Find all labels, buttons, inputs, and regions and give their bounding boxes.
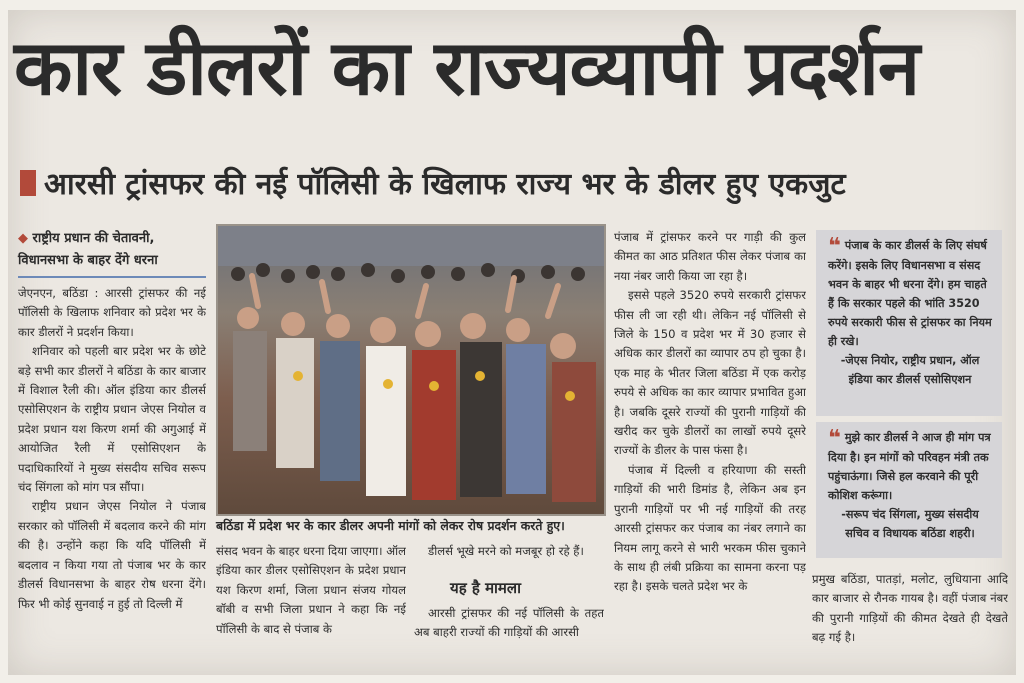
subheadline [20,163,1010,207]
column1-heading [18,228,206,272]
column1-body [18,284,206,674]
column1-divider [18,276,206,278]
rally-photo [216,224,606,516]
quote-icon: ❝ [828,426,841,451]
article-paragraph: जेएनएन, बठिंडा : आरसी ट्रांसफर की नई पॉलिसी के खिलाफ शनिवार को प्रदेश भर के कार डीलरों ने प्रदर्शन किया। [18,286,206,339]
headline: कार डीलरों का राज्यव्यापी प्रदर्शन [14,23,920,112]
quote-box-president [816,230,1002,416]
section-heading: यह है मामला [450,579,521,597]
quote-attribution: -जेएस नियोर, राष्ट्रीय प्रधान, ऑल इंडिया कार डीलर्स एसोसिएशन [840,354,980,386]
quote-box-mla [816,422,1002,558]
article-paragraph: प्रमुख बठिंडा, पातड़ां, मलोट, लुधियाना आदि कार बाजार से रौनक गायब है। वहीं पंजाब नंबर की पुरानी गाड़ियों की कीमत देखते ही देखते बढ़ गई है। [812,572,1008,645]
quote-attribution: -सरूप चंद सिंगला, मुख्य संसदीय सचिव व विधायक बठिंडा शहरी। [841,508,979,540]
column2-section-body [414,604,604,674]
article-paragraph: डीलर्स भूखे मरने को मजबूर हो रहे हैं। [428,544,584,558]
quote-text: पंजाब के कार डीलर्स के लिए संघर्ष करेंगे। इसके लिए विधानसभा व संसद भवन के बाहर भी धरना देंगे। हम चाहते हैं कि सरकार पहले की भांति 3520 रुपये सरकारी फीस से ट्रांसफर का नियम ही रखे। [828,239,992,348]
column1-heading-line2: विधानसभा के बाहर देंगे धरना [18,253,158,268]
quote-icon: ❝ [828,234,841,259]
diamond-bullet-icon: ◆ [18,231,28,246]
article-paragraph: संसद भवन के बाहर धरना दिया जाएगा। ऑल इंडिया कार डीलर एसोसिएशन के प्रदेश प्रधान यश किरण शर्मा, जिला प्रधान संजय गोयल बॉबी व सभी जिला प्रधान ने कहा कि नई पॉलिसी के बाद से पंजाब के [216,544,406,636]
article-paragraph: आरसी ट्रांसफर की नई पॉलिसी के तहत अब बाहरी राज्यों की गाड़ियों की आरसी [414,606,604,640]
quote-text: मुझे कार डीलर्स ने आज ही मांग पत्र दिया है। इन मांगों को परिवहन मंत्री तक पहुंचाऊंगा। जिसे हल करवाने की पूरी कोशिश करूंगा। [828,431,991,502]
column2-left-body [216,542,406,674]
crowd-illustration [218,226,604,514]
article-paragraph: पंजाब में दिल्ली व हरियाणा की सस्ती गाड़ियों की भारी डिमांड है, लेकिन अब इन पुरानी गाड़ियों पर भी नई गाड़ियों की तरह आरसी ट्रांसफर कर पंजाब का नंबर लगाने का नियम लागू करने से भारी भरकम फीस चुकाने के साथ ही लंबी प्रक्रिया का सामना करना पड़ रहा है। इसके चलते प्रदेश भर के [614,462,806,594]
article-paragraph: पंजाब में ट्रांसफर करने पर गाड़ी की कुल कीमत का आठ प्रतिशत फीस लेकर पंजाब का नया नंबर जारी किया जा रहा है। [614,230,806,283]
column4-body [812,570,1008,674]
column1-heading-line1: राष्ट्रीय प्रधान की चेतावनी, [32,231,155,246]
photo-caption: बठिंडा में प्रदेश भर के कार डीलर अपनी मांगों को लेकर रोष प्रदर्शन करते हुए। [216,518,565,533]
article-paragraph: शनिवार को पहली बार प्रदेश भर के छोटे बड़े सभी कार डीलरों ने बठिंडा के कार बाजार में विशाल रैली की। ऑल इंडिया कार डीलर्स एसोसिएशन के राष्ट्रीय प्रधान जेएस नियोल व प्रदेश प्रधान यश किरण शर्मा की अगुआई में आयोजित रैली में एसोसिएशन के पदाधिकारियों ने मुख्य संसदीय सचिव सरूप चंद सिंगला को मांग पत्र सौंपा। [18,344,206,495]
article-paragraph: राष्ट्रीय प्रधान जेएस नियोल ने पंजाब सरकार को पॉलिसी में बदलाव करने की मांग की है। उन्होंने कहा कि यदि पॉलिसी में बदलाव न किया गया तो पंजाब भर के कार डीलर्स विधानसभा के बाहर रोष धरना देंगे। फिर भी कोई सुनवाई न हुई तो दिल्ली में [18,499,206,611]
subheadline-text: आरसी ट्रांसफर की नई पॉलिसी के खिलाफ राज्य भर के डीलर हुए एकजुट [44,167,846,202]
column3-body [614,228,806,674]
red-bullet-icon [20,170,36,196]
article-paragraph: इससे पहले 3520 रुपये सरकारी ट्रांसफर फीस ली जा रही थी। लेकिन नई पॉलिसी से जिले के 150 व प्रदेश भर में 30 हजार से अधिक कार डीलरों का व्यापार ठप हो चुका है। एक माह के भीतर जिला बठिंडा में एक करोड़ रुपये से अधिक का कार व्यापार प्रभावित हुआ है। जबकि दूसरे राज्यों की पुरानी गाड़ियों की खरीद कर चुके डीलरों का लाखों रुपये दूसरे राज्यों के डीलर के पास फंसा है। [614,288,806,458]
